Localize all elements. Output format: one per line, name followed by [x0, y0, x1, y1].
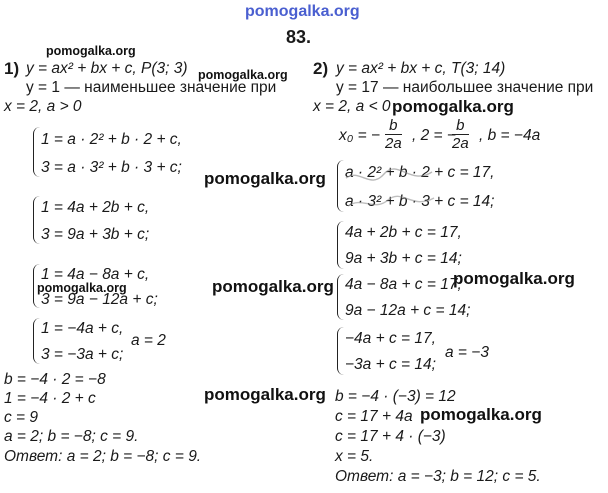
equation-line: 3 = −3a + c; [41, 346, 124, 363]
solution-line: b = −4 · 2 = −8 [4, 371, 106, 388]
watermark: pomogalka.org [204, 169, 326, 188]
system-brace [33, 196, 40, 244]
solution-line: x = 5. [335, 448, 374, 465]
equation-line: −4a + c = 17, [345, 330, 436, 347]
problem-number: 83. [286, 27, 312, 47]
system-brace [337, 327, 344, 375]
vertex-formula: x₀ = − [339, 127, 380, 144]
system-brace [33, 318, 40, 364]
watermark: pomogalka.org [420, 405, 542, 424]
equation-line: a · 2² + b · 2 + c = 17, [345, 164, 495, 181]
part2-extremum-text: y = 17 — наибольшее значение при [336, 79, 594, 96]
solution-line: b = −4 · (−3) = 12 [335, 388, 456, 405]
watermark: pomogalka.org [204, 385, 326, 404]
watermark: pomogalka.org [37, 281, 127, 295]
equation-line: 3 = a · 3² + b · 3 + c; [41, 159, 182, 176]
equation-line: 3 = 9a + 3b + c; [41, 226, 150, 243]
equation-line: 1 = 4a − 8a + c, [41, 266, 150, 283]
b-expression: , b = −4a [479, 127, 541, 144]
watermark: pomogalka.org [212, 277, 334, 296]
system-brace [337, 221, 344, 269]
answer-line: Ответ: a = −3; b = 12; c = 5. [335, 468, 541, 485]
part2-condition: y = ax² + bx + c, T(3; 14) [336, 60, 506, 77]
part1-x-condition: x = 2, a > 0 [4, 98, 82, 115]
solution-line: c = 17 + 4a [335, 408, 413, 425]
solution-line: a = 2; b = −8; c = 9. [4, 428, 139, 445]
equation-line: 9a − 12a + c = 14; [345, 302, 471, 319]
answer-line: Ответ: a = 2; b = −8; c = 9. [4, 448, 202, 465]
watermark: pomogalka.org [392, 97, 514, 116]
watermark: pomogalka.org [453, 269, 575, 288]
equation-line: 4a + 2b + c = 17, [345, 224, 462, 241]
fraction: $\frac{b}{2a}$ [452, 117, 469, 152]
solution-line: 1 = −4 · 2 + c [4, 390, 96, 407]
equation-line: 1 = a · 2² + b · 2 + c, [41, 131, 182, 148]
watermark: pomogalka.org [46, 44, 136, 58]
watermark-top: pomogalka.org [245, 3, 360, 20]
part1-extremum-text: y = 1 — наименьшее значение при [26, 79, 277, 96]
system-brace [33, 264, 40, 308]
equation-line: a · 3² + b · 3 + c = 14; [345, 193, 495, 210]
part2-x-condition: x = 2, a < 0 [313, 98, 391, 115]
equation-line: 1 = −4a + c, [41, 320, 124, 337]
system-brace [337, 274, 344, 320]
part2-number: 2) [313, 59, 329, 78]
solution-line: c = 9 [4, 409, 39, 426]
part1-condition: y = ax² + bx + c, P(3; 3) [26, 60, 188, 77]
system-brace [33, 127, 40, 177]
solution-line: c = 17 + 4 · (−3) [335, 428, 446, 445]
vertex-equation: , 2 = − [412, 127, 456, 144]
equation-line: 4a − 8a + c = 17, [345, 276, 462, 293]
equation-line: 9a + 3b + c = 14; [345, 250, 462, 267]
watermark: pomogalka.org [198, 68, 288, 82]
result-a: a = 2 [131, 332, 166, 349]
equation-line: 1 = 4a + 2b + c, [41, 199, 150, 216]
equation-line: 3 = 9a − 12a + c; [41, 291, 158, 308]
result-a: a = −3 [445, 344, 489, 361]
fraction: $\frac{b}{2a}$ [385, 117, 402, 152]
equation-line: −3a + c = 14; [345, 356, 436, 373]
pencil-scribble [340, 160, 460, 216]
part1-number: 1) [4, 59, 20, 78]
